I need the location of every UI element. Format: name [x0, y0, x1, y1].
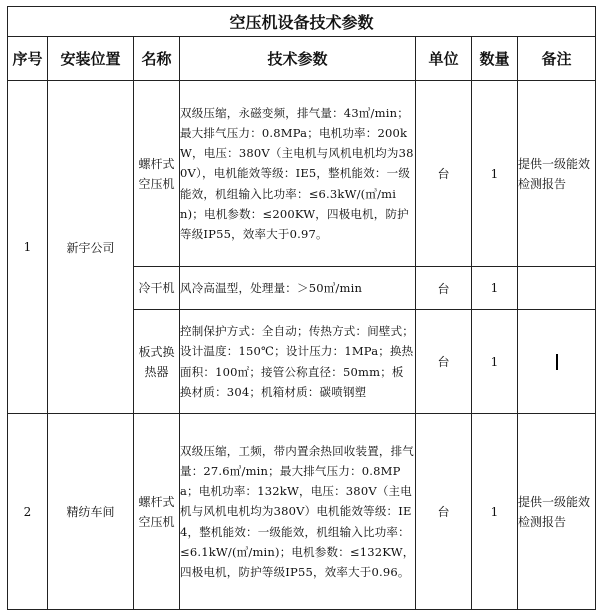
cell-name: 板式换热器 [134, 310, 180, 414]
cell-params: 风冷高温型，处理量：＞50㎥/min [180, 267, 416, 310]
cell-remark: 提供一级能效检测报告 [518, 81, 596, 267]
cell-remark: 提供一级能效检测报告 [518, 414, 596, 610]
cell-params: 控制保护方式：全自动；传热方式：间壁式；设计温度：150℃；设计压力：1MPa；换热面积：100㎡；接管公称直径：50mm；板换材质：304；机箱材质：碳喷钢塑 [180, 310, 416, 414]
header-unit: 单位 [416, 37, 472, 81]
text-cursor [556, 354, 558, 370]
table-row [8, 81, 596, 267]
cell-remark [518, 310, 596, 414]
cell-qty: 1 [472, 310, 518, 414]
title-row [8, 7, 596, 37]
cell-unit: 台 [416, 414, 472, 610]
equipment-spec-table [7, 6, 596, 610]
cell-name: 冷干机 [134, 267, 180, 310]
cell-qty: 1 [472, 414, 518, 610]
cell-unit: 台 [416, 81, 472, 267]
cell-remark [518, 267, 596, 310]
cell-seq: 1 [8, 81, 48, 414]
header-row [8, 37, 596, 81]
header-seq: 序号 [8, 37, 48, 81]
header-name: 名称 [134, 37, 180, 81]
cell-params: 双级压缩，永磁变频，排气量：43㎥/min；最大排气压力：0.8MPa；电机功率：200kW，电压：380V（主电机与风机电机均为380V），电机能效等级：IE5，整机能效：一级能效，机组输入比功率：≤6.3kW/(㎥/min)；电机参数：≤200KW，四极电机，防护等级IP55，效率大于0.97。 [180, 81, 416, 267]
cell-name: 螺杆式空压机 [134, 81, 180, 267]
cell-location: 精纺车间 [48, 414, 134, 610]
cell-unit: 台 [416, 267, 472, 310]
cell-unit: 台 [416, 310, 472, 414]
header-remark: 备注 [518, 37, 596, 81]
cell-qty: 1 [472, 81, 518, 267]
table-title: 空压机设备技术参数 [8, 7, 596, 37]
table-row [8, 414, 596, 610]
cell-location: 新宇公司 [48, 81, 134, 414]
cell-qty: 1 [472, 267, 518, 310]
cell-params: 双级压缩，工频，带内置余热回收装置，排气量：27.6㎥/min；最大排气压力：0.8MPa；电机功率：132kW，电压：380V（主电机与风机电机均为380V）电机能效等级：IE4，整机能效：一级能效，机组输入比功率：≤6.1kW/(㎥/min)；电机参数：≤132KW，四极电机，防护等级IP55，效率大于0.96。 [180, 414, 416, 610]
cell-name: 螺杆式空压机 [134, 414, 180, 610]
cell-seq: 2 [8, 414, 48, 610]
header-location: 安装位置 [48, 37, 134, 81]
header-qty: 数量 [472, 37, 518, 81]
header-params: 技术参数 [180, 37, 416, 81]
